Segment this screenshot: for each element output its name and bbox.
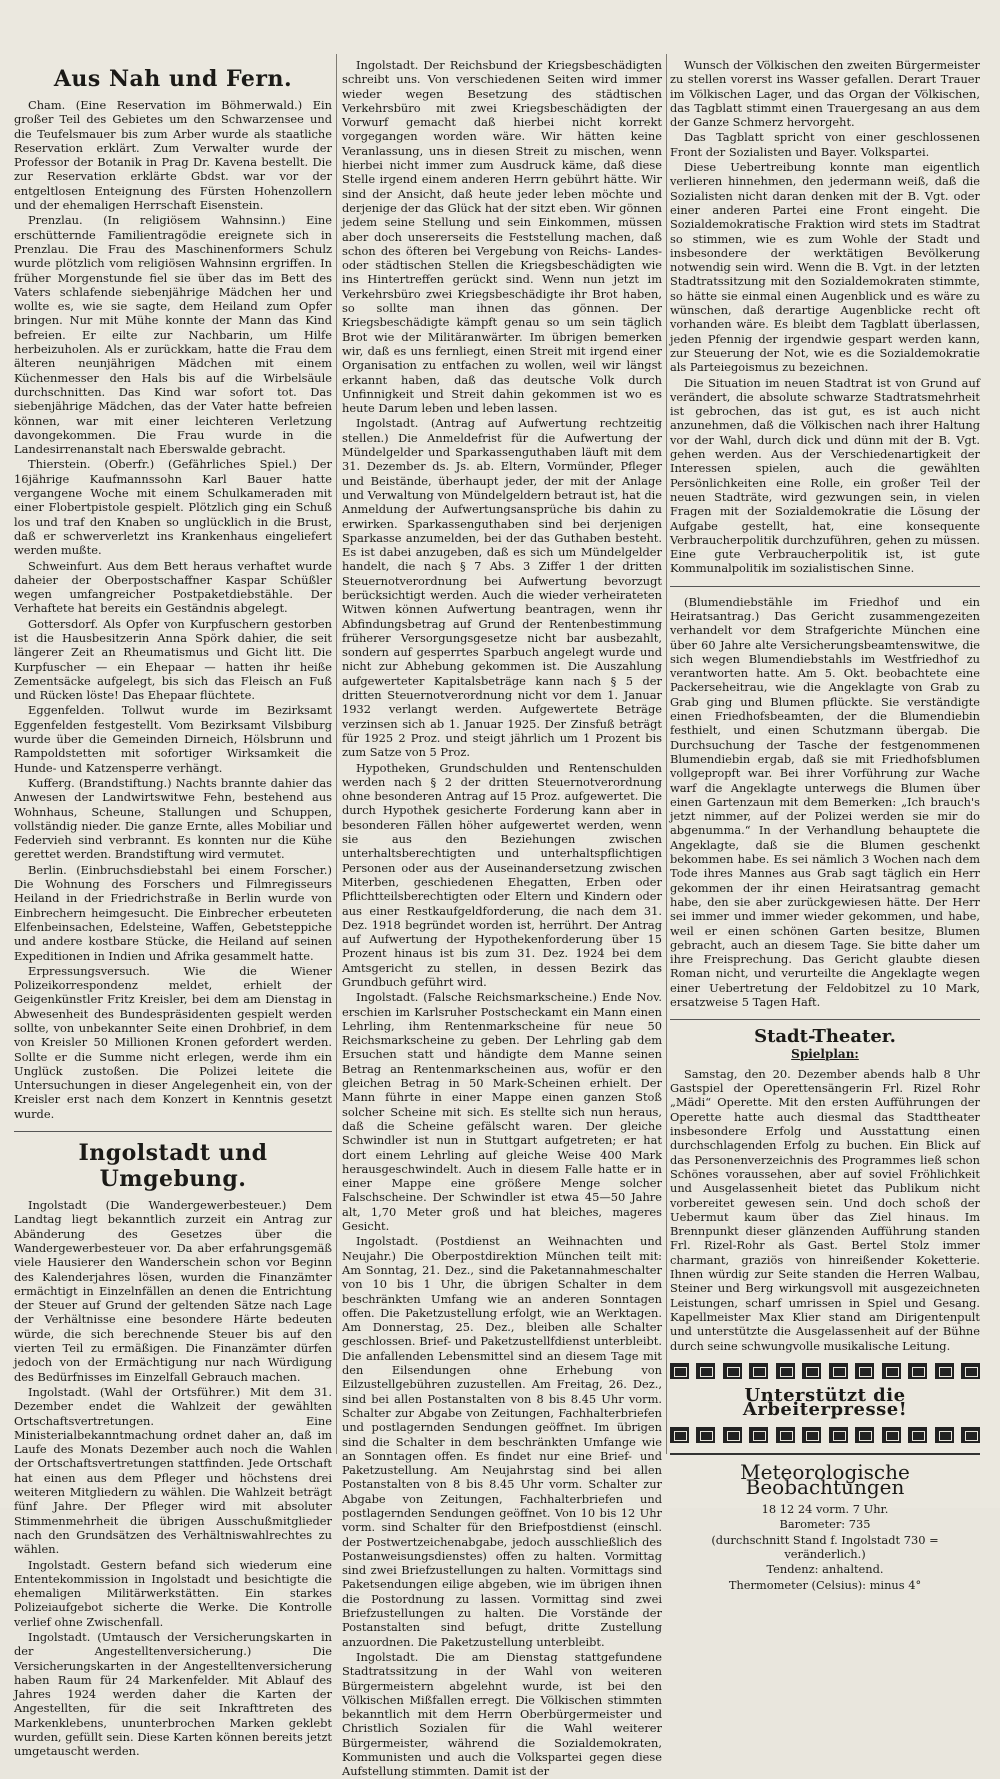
ornament-square-icon [670, 1363, 689, 1379]
ornament-square-icon [829, 1427, 848, 1443]
weather-date: 18 12 24 vorm. 7 Uhr. [761, 1502, 889, 1517]
article-paragraph: Cham. (Eine Reservation im Böhmerwald.) Ein großer Teil des Gebietes um den Schwarzensee und die Teufelsmauer bis zum Arber wurde als staatliche Reservation erklärt. Zum Verwalter wurde der Professor der Botanik in Prag Dr. Kavena bestellt. Die zur Reservation erklärte Gbdst. war vor der entgeltlosen Enteignung des Fürsten Hohenzollern und der ehemaligen Herrschaft Eisenstein. [14, 98, 332, 213]
divider [670, 586, 980, 587]
article-paragraph: Hypotheken, Grundschulden und Rentenschulden werden nach § 2 der dritten Steuernotverordnung ohne besonderen Antrag auf 15 Proz. aufgewertet. Die durch Hypothek gesicherte Forderung kann aber in besonderen Fällen höher aufgewertet werden, wenn sie aus den Beziehungen zwischen unterhaltsberechtigten und unterhaltspflichtigen Personen oder aus der Auseinandersetzung zwischen Miterben, geschiedenen Ehegatten, Erben oder Pflichtteilsberechtigten oder Eltern und Kindern oder aus einer Restkaufgeldforderung, die nach dem 31. Dez. 1918 begründet worden ist, herrührt. Der Antrag auf Aufwertung der Hypothekenforderung über 15 Prozent hinaus ist bis zum 31. Dez. 1924 bei dem Amtsgericht zu stellen, in dessen Bezirk das Grundbuch geführt wird. [342, 760, 662, 989]
ornament-square-icon [749, 1363, 768, 1379]
article-paragraph: Gottersdorf. Als Opfer von Kurpfuschern gestorben ist die Hausbesitzerin Anna Spörk dahier, die seit längerer Zeit an Rheumatismus und Gicht litt. Die Kurpfuscher — ein Ehepaar — hatten ihr heiße Zementsäcke aufgelegt, bis sich das Fleisch an Fuß und Rücken löste! Das Ehepaar flüchtete. [14, 616, 332, 703]
divider [670, 1453, 980, 1455]
ornament-square-icon [935, 1427, 954, 1443]
article-paragraph: Erpressungsversuch. Wie die Wiener Polizeikorrespondenz meldet, erhielt der Geigenkünstler Fritz Kreisler, bei dem am Dienstag in Abwesenheit des Bundespräsidenten gespielt werden sollte, von unbekannter Seite einen Drohbrief, in dem von Kreisler 50 Millionen Kronen gefordert werden. Sollte er die Summe nicht erlegen, werde ihm ein Unglück zustoßen. Die Polizei leitete die Untersuchungen in dieser Angelegenheit ein, von der Kreisler erst nach dem Konzert in Kenntnis gesetzt wurde. [14, 963, 332, 1121]
arbeiterpresse-banner: Unterstützt die Arbeiterpresse! [742, 1384, 908, 1421]
ornament-square-icon [855, 1427, 874, 1443]
ornament-square-icon [935, 1363, 954, 1379]
article-paragraph: Ingolstadt. Die am Dienstag stattgefundene Stadtratssitzung in der Wahl von weiteren Bürgermeistern abgelehnt wurde, ist bei den Völkischen Mißfallen erregt. Die Völkischen stimmten bekanntlich mit dem Herrn Oberbürgermeister und Christlich Sozialen für die Wahl weiterer Bürgermeister, während die Sozialdemokraten, Kommunisten und auch die Volkspartei gegen diese Aufstellung stimmten. Damit ist der [342, 1649, 662, 1779]
divider [14, 1131, 332, 1132]
column-rule [336, 54, 337, 1454]
ornament-square-icon [776, 1427, 795, 1443]
theatre-subheading: Spielplan: [791, 1046, 859, 1061]
article-paragraph: Kufferg. (Brandstiftung.) Nachts brannte dahier das Anwesen der Landwirtswitwe Fehn, bestehend aus Wohnhaus, Scheune, Stallungen und Schuppen, vollständig nieder. Die ganze Ernte, alles Mobiliar und Federvieh sind verbrannt. Es konnten nur die Kühe gerettet werden. Brandstiftung wird vermutet. [14, 775, 332, 862]
weather-barometer: Barometer: 735 [779, 1517, 871, 1532]
ornament-square-icon [908, 1427, 927, 1443]
theatre-heading: Stadt-Theater. [754, 1026, 896, 1048]
article-paragraph: Thierstein. (Oberfr.) (Gefährliches Spiel.) Der 16jährige Kaufmannssohn Karl Bauer hatte vergangene Woche mit einem Schulkameraden mit einer Flobertpistole gespielt. Plötzlich ging ein Schuß los und traf den Knaben so unglücklich in die Brust, daß er schwerverletzt ins Krankenhaus eingeliefert werden mußte. [14, 457, 332, 558]
section-heading: Aus Nah und Fern. [53, 66, 293, 92]
divider [670, 1019, 980, 1020]
article-paragraph: Das Tagblatt spricht von einer geschlossenen Front der Sozialisten und Bayer. Volkspartei. [670, 130, 980, 159]
article-paragraph: Ingolstadt. (Postdienst an Weihnachten und Neujahr.) Die Oberpostdirektion München teilt mit: Am Sonntag, 21. Dez., sind die Paketannahmeschalter von 10 bis 1 Uhr, die übrigen Schalter in dem beschränkten Umfang wie an anderen Sonntagen offen. Die Paketzustellung erfolgt, wie an Werktagen. Am Donnerstag, 25. Dez., bleiben alle Schalter geschlossen. Brief- und Paketzustellfdienst unterbleibt. Die anfallenden Lebensmittel sind an diesem Tage mit den Eilsendungen ohne Erhebung von Eilzustellgebühren zuzustellen. Am Freitag, 26. Dez., sind bei allen Postanstalten von 8 bis 8.45 Uhr vorm. Schalter zur Abgabe von Zeitungen, Fachhalterbriefen und postlagernden Sendungen geöffnet. Im übrigen sind die Schalter in dem beschränkten Umfange wie an Sonntagen offen. Es findet nur eine Brief- und Paketzustellung. Am Neujahrstag sind bei allen Postanstalten von 8 bis 8.45 Uhr vorm. Schalter zur Abgabe von Zeitungen, Fachhalterbriefen und postlagernden Sendungen geöffnet. Von 10 bis 12 Uhr vorm. sind Schalter für den Briefpostdienst (einschl. der Postwertzeichenabgabe, jedoch ausschließlich des Postanweisungsdienstes) offen zu halten. Vormittag sind zwei Briefzustellungen zu halten. Vormittags sind Paketsendungen eilige abgeben, wie im übrigen ihnen die Postordnung zu lassen. Vormittag sind zwei Briefzustellungen zu halten. Die Vorstände der Postanstalten sind befugt, dritte Zustellung anzuordnen. Die Paketzustellung unterbleibt. [342, 1234, 662, 1649]
ornament-square-icon [670, 1427, 689, 1443]
ornament-square-icon [723, 1363, 742, 1379]
article-paragraph: Prenzlau. (In religiösem Wahnsinn.) Eine erschütternde Familientragödie ereignete sich in Prenzlau. Die Frau des Maschinenformers Schulz wurde plötzlich vom religiösen Wahnsinn ergriffen. In früher Morgenstunde fiel sie über das im Bett des Vaters schlafende siebenjährige Mädchen her und wollte es, wie sie sagte, dem Heiland zum Opfer bringen. Nur mit Mühe konnte der Mann das Kind befreien. Er eilte zur Nachbarin, um Hilfe herbeizuholen. Als er zurückkam, hatte die Frau dem älteren neunjährigen Mädchen mit einem Küchenmesser den Hals bis auf die Wirbelsäule durchschnitten. Das Kind war sofort tot. Das siebenjährige Mädchen, das der Vater hatte befreien können, war mit einer leichteren Verletzung davongekommen. Die Frau wurde in die Landesirrenanstalt nach Eberswalde gebracht. [14, 213, 332, 457]
article-paragraph: Ingolstadt. Gestern befand sich wiederum eine Ententekommission in Ingolstadt und besichtigte die ehemaligen Militärwerkstätten. Ein starkes Polizeiaufgebot sicherte die Werke. Die Kontrolle verlief ohne Zwischenfall. [14, 1557, 332, 1629]
ornament-square-icon [961, 1427, 980, 1443]
ornament-square-icon [802, 1427, 821, 1443]
section-heading: Ingolstadt und Umgebung. [78, 1140, 268, 1193]
ornament-square-icon [829, 1363, 848, 1379]
ornament-square-icon [723, 1427, 742, 1443]
article-paragraph: Ingolstadt. (Umtausch der Versicherungskarten in der Angestelltenversicherung.) Die Versicherungskarten in der Angestelltenversicherung haben Raum für 24 Markenfelder. Mit Ablauf des Jahres 1924 werden daher die Karten der Angestellten, für die seit Inkrafttreten des Markenklebens, ununterbrochen Marken geklebt wurden, gefüllt sein. Diese Karten können bereits jetzt umgetauscht werden. [14, 1629, 332, 1759]
ornament-square-icon [908, 1363, 927, 1379]
ornament-row [670, 1363, 980, 1379]
ornament-square-icon [696, 1427, 715, 1443]
article-paragraph: Ingolstadt. (Wahl der Ortsführer.) Mit dem 31. Dezember endet die Wahlzeit der gewählten Ortschaftsvertretungen. Eine Ministerialbekanntmachung ordnet daher an, daß im Laufe des Monats Dezember auch noch die Wahlen der Ortschaftsvertretungen stattfinden. Jede Ortschaft hat einen aus dem Pfleger und höchstens drei weiteren Mitgliedern zu wählen. Die Wahlzeit beträgt fünf Jahre. Der Pfleger wird mit absoluter Stimmenmehrheit die übrigen Ausschußmitglieder nach den Grundsätzen des Verhältniswahlrechtes zu wählen. [14, 1384, 332, 1557]
article-paragraph: Berlin. (Einbruchsdiebstahl bei einem Forscher.) Die Wohnung des Forschers und Filmregisseurs Heiland in der Friedrichstraße in Berlin wurde von Einbrechern heimgesucht. Die Einbrecher erbeuteten Elfenbeinsachen, Edelsteine, Waffen, Gebetsteppiche und andere kostbare Stücke, die Heiland auf seinen Expeditionen in Indien und Afrika gesammelt hatte. [14, 862, 332, 963]
column-2 [342, 58, 662, 1779]
column-3 [670, 58, 980, 1592]
ornament-row [670, 1427, 980, 1443]
article-paragraph: Die Situation im neuen Stadtrat ist von Grund auf verändert, die absolute schwarze Stadtratsmehrheit ist gebrochen, das ist gut, es ist auch nicht anzunehmen, daß die Völkischen nach ihrer Haltung vor der Wahl, durch dick und dünn mit der B. Vgt. gehen werden. Aus der Verschiedenartigkeit der Interessen spielen, auch die gewählten Persönlichkeiten eine Rolle, ein großer Teil der neuen Stadträte, wird gezwungen sein, in vielen Fragen mit der Sozialdemokratie die Lösung der Aufgabe gestellt, hat, eine konsequente Verbraucherpolitik durchzuführen, gehen zu müssen. Eine gute Verbraucherpolitik ist, ist gute Kommunalpolitik im sozialistischen Sinne. [670, 375, 980, 576]
ornament-square-icon [696, 1363, 715, 1379]
ornament-square-icon [882, 1363, 901, 1379]
ornament-square-icon [882, 1427, 901, 1443]
article-paragraph: Diese Uebertreibung konnte man eigentlich verlieren hinnehmen, den jedermann weiß, daß die Sozialisten nicht daran denken mit der B. Vgt. oder einer anderen Partei eine Front eingeht. Die Sozialdemokratische Fraktion wird stets im Stadtrat so stimmen, wie es zum Wohle der Stadt und insbesondere der werktätigen Bevölkerung notwendig sein wird. Wenn die B. Vgt. in der letzten Stadtratssitzung mit den Sozialdemokraten stimmte, so hätte sie einmal einen Augenblick und es wäre zu wünschen, daß derartige Augenblicke recht oft vorhanden wäre. Es bleibt dem Tagblatt überlassen, jeden Pfennig der irgendwie gespart werden kann, zur Steuerung der Not, wie es die Sozialdemokratie als Parteiegoismus zu bezeichnen. [670, 160, 980, 375]
weather-average: (durchschnitt Stand f. Ingolstadt 730 = veränderlich.) [711, 1532, 939, 1561]
article-paragraph: Schweinfurt. Aus dem Bett heraus verhaftet wurde daheier der Oberpostschaffner Kaspar Schüßler wegen umfangreicher Postpaketdiebstähle. Der Verhaftete hat bereits ein Geständnis abgelegt. [14, 558, 332, 616]
ornament-square-icon [855, 1363, 874, 1379]
ornament-square-icon [749, 1427, 768, 1443]
weather-heading: Meteorologische Beobachtungen [740, 1460, 910, 1499]
ornament-square-icon [776, 1363, 795, 1379]
theatre-paragraph: Samstag, den 20. Dezember abends halb 8 Uhr Gastspiel der Operettensängerin Frl. Rizel Rohr „Mädi“ Operette. Mit den ersten Aufführungen der Operette hatte auch diesmal das Stadttheater insbesondere Erfolg und Ausstattung einen durchschlagenden Erfolg zu buchen. Ein Blick auf das Personenverzeichnis des Programmes ließ schon Schönes voraussehen, aber auf soviel Fröhlichkeit und Ausgelassenheit bietet das Publikum nicht vorbereitet gewesen sein. Und doch schoß der Uebermut kaum über das Ziel hinaus. Im Brennpunkt dieser glänzenden Aufführung standen Frl. Rizel-Rohr als Gast. Bertel Stolz immer charmant, graziös von hinreißender Koketterie. Ihnen würdig zur Seite standen die Herren Walbau, Steiner und Berg wirkungsvoll mit ausgezeichneten Leistungen, scharf umrissen in Spiel und Gesang. Kapellmeister Max Klier stand am Dirigentenpult und unterstützte die Ausgelassenheit auf der Bühne durch seine schwungvolle musikalische Leitung. [670, 1066, 980, 1353]
ornament-square-icon [961, 1363, 980, 1379]
article-paragraph: Wunsch der Völkischen den zweiten Bürgermeister zu stellen vorerst ins Wasser gefallen. Derart Trauer im Völkischen Lager, und das Organ der Völkischen, das Tagblatt stimmt einen Trauergesang an aus dem der Ganze Schmerz hervorgeht. [670, 58, 980, 130]
column-1 [14, 58, 332, 1759]
article-paragraph: Eggenfelden. Tollwut wurde im Bezirksamt Eggenfelden festgestellt. Vom Bezirksamt Vilsbiburg wurde über die Gemeinden Dirneich, Hölsbrunn und Rampoldstetten mit sofortiger Wirksamkeit die Hunde- und Katzensperre verhängt. [14, 703, 332, 775]
article-paragraph: Ingolstadt. (Falsche Reichsmarkscheine.) Ende Nov. erschien im Karlsruher Postscheckamt ein Mann einen Lehrling, ihm Rentenmarkscheine für neue 50 Reichsmarkscheine zu geben. Der Lehrling gab dem Ersuchen statt und händigte dem Manne seinen Betrag an Rentenmarkscheinen aus, wofür er den gleichen Betrag in 50 Mark-Scheinen erhielt. Der Mann führte in einer Mappe einen ganzen Stoß solcher Scheine mit sich. Es stellte sich nun heraus, daß die Scheine gefälscht waren. Der gleiche Schwindler ist nun in Stuttgart aufgetreten; er hat dort einem Lehrling auf gleiche Weise 400 Mark herausgeschwindelt. Auch in diesem Falle hatte er in einer Mappe eine größere Menge solcher Falschscheine. Der Schwindler ist etwa 45—50 Jahre alt, 1,70 Meter groß und hat bleiches, mageres Gesicht. [342, 990, 662, 1234]
weather-thermometer: Thermometer (Celsius): minus 4° [728, 1577, 922, 1592]
article-paragraph: Ingolstadt (Die Wandergewerbesteuer.) Dem Landtag liegt bekanntlich zurzeit ein Antrag zur Abänderung des Gesetzes über die Wandergewerbesteuer vor. Da aber erfahrungsgemäß viele Hausierer den Wanderschein schon vor Beginn des Kalenderjahres lösen, wurden die Finanzämter ermächtigt in Einzelnfällen an denen die Entrichtung der Steuer auf Grund der geltenden Sätze nach Lage der Verhältnisse eine besondere Härte bedeuten würde, die sich berechnende Steuer bis auf den vierten Teil zu ermäßigen. Die Finanzämter dürfen jedoch von der Ermächtigung nur nach Würdigung des Bedürfnisses im Einzelfall Gebrauch machen. [14, 1198, 332, 1384]
column-rule [666, 54, 667, 1454]
article-paragraph: Ingolstadt. Der Reichsbund der Kriegsbeschädigten schreibt uns. Von verschiedenen Seiten wird immer wieder wegen Besetzung des städtischen Verkehrsbüro mit zwei Kriegsbeschädigten der Vorwurf gemacht daß hierbei nicht korrekt vorgegangen worden wäre. Wir hätten keine Veranlassung, uns in diesen Streit zu mischen, wenn hierbei nicht immer zum Ausdruck käme, daß diese Stelle irgend einem anderen Herrn gebührt hätte. Wir sind der Ansicht, daß heute jeder leben möchte und derjenige der das Glück hat der sitzt eben. Wir gönnen jedem seine Stellung und sein Einkommen, müssen aber doch unsererseits die Feststellung machen, daß schon des öfteren bei Vergebung von Reichs- Landes- oder städtischen Stellen die Kriegsbeschädigten wie ins Hintertreffen gerückt sind. Wenn nun jetzt im Verkehrsbüro zwei Kriegsbeschädigte ihr Brot haben, so sollte man ihnen das gönnen. Der Kriegsbeschädigte kämpft genau so um sein täglich Brot wie der Militäranwärter. Im übrigen bemerken wir, daß es uns fernliegt, einen Streit mit irgend einer Organisation zu entfachen zu wollen, weil wir längst erkannt haben, daß das deutsche Volk durch Unfinnigkeit und Streit dahin gekommen ist wo es heute Darum leben und leben lassen. [342, 58, 662, 416]
weather-tendency: Tendenz: anhaltend. [766, 1562, 884, 1577]
article-paragraph: Ingolstadt. (Antrag auf Aufwertung rechtzeitig stellen.) Die Anmeldefrist für die Aufwertung der Mündelgelder und Sparkassenguthaben läuft mit dem 31. Dezember ds. Js. ab. Eltern, Vormünder, Pfleger und Beistände, überhaupt jeder, der mit der Anlage und Verwaltung von Mündelgeldern betraut ist, hat die Anmeldung der Aufwertungsansprüche bis dahin zu erwirken. Sparkassenguthaben sind bei derjenigen Sparkasse anzumelden, bei der das Guthaben besteht. Es ist dabei anzugeben, daß es sich um Mündelgelder handelt, die nach § 7 Abs. 3 Ziffer 1 der dritten Steuernotverordnung bei Aufwertung bevorzugt berücksichtigt werden. Auch die wieder verheirateten Witwen können Aufwertung beantragen, wenn ihr Abfindungsbetrag auf Grund der Rentenbestimmung früherer Versorgungsgesetze nicht bar ausbezahlt, sondern auf gesperrtes Sparbuch angelegt wurde und nicht zur Abhebung gekommen ist. Die Auszahlung aufgewerteter Kapitalsbeträge kann nach § 5 der dritten Steuernotverordnung nicht vor dem 1. Januar 1932 verlangt werden. Aufgewertete Beträge verzinsen sich ab 1. Januar 1925. Der Zinsfuß beträgt für 1925 2 Proz. und steigt jährlich um 1 Prozent bis zum Satze von 5 Proz. [342, 416, 662, 760]
article-paragraph: (Blumendiebstähle im Friedhof und ein Heiratsantrag.) Das Gericht zusammengezeiten verhandelt vor dem Strafgerichte München eine über 60 Jahre alte Versicherungsbeamtenswitwe, die sich wegen Blumendiebstahls im Westfriedhof zu verantworten hatte. Am 5. Okt. beobachtete eine Packerseheitrau, wie die Angeklagte von Grab zu Grab ging und Blumen pflückte. Sie verständigte einen Friedhofsbeamten, der die Blumendiebin festhielt, und einen Schutzmann übergab. Die Durchsuchung der Tasche der festgenommenen Blumendiebin ergab, daß sie mit Friedhofsblumen vollgepropft war. Bei ihrer Vorführung zur Wache warf die Angeklagte unterwegs die Blumen über einen Gartenzaun mit dem Bemerken: „Ich brauch's jetzt nimmer, auf der Polizei werden sie mir do abgenumma.“ In der Verhandlung behauptete die Angeklagte, daß sie die Blumen geschenkt bekommen habe. Es sei nämlich 3 Wochen nach dem Tode ihres Mannes aus Grab sagt täglich ein Herr gekommen der ihr einen Heiratsantrag gemacht habe, den sie aber zurückgewiesen hätte. Der Herr sei immer und immer wieder gekommen, und habe, weil er einen schönen Garten besitze, Blumen gebracht, auch an diesem Tage. Sie bitte daher um ihre Freisprechung. Das Gericht glaubte diesen Roman nicht, und verurteilte die Angeklagte wegen einer Uebertretung der Feldobitzel zu 10 Mark, ersatzweise 5 Tagen Haft. [670, 594, 980, 1009]
ornament-square-icon [802, 1363, 821, 1379]
